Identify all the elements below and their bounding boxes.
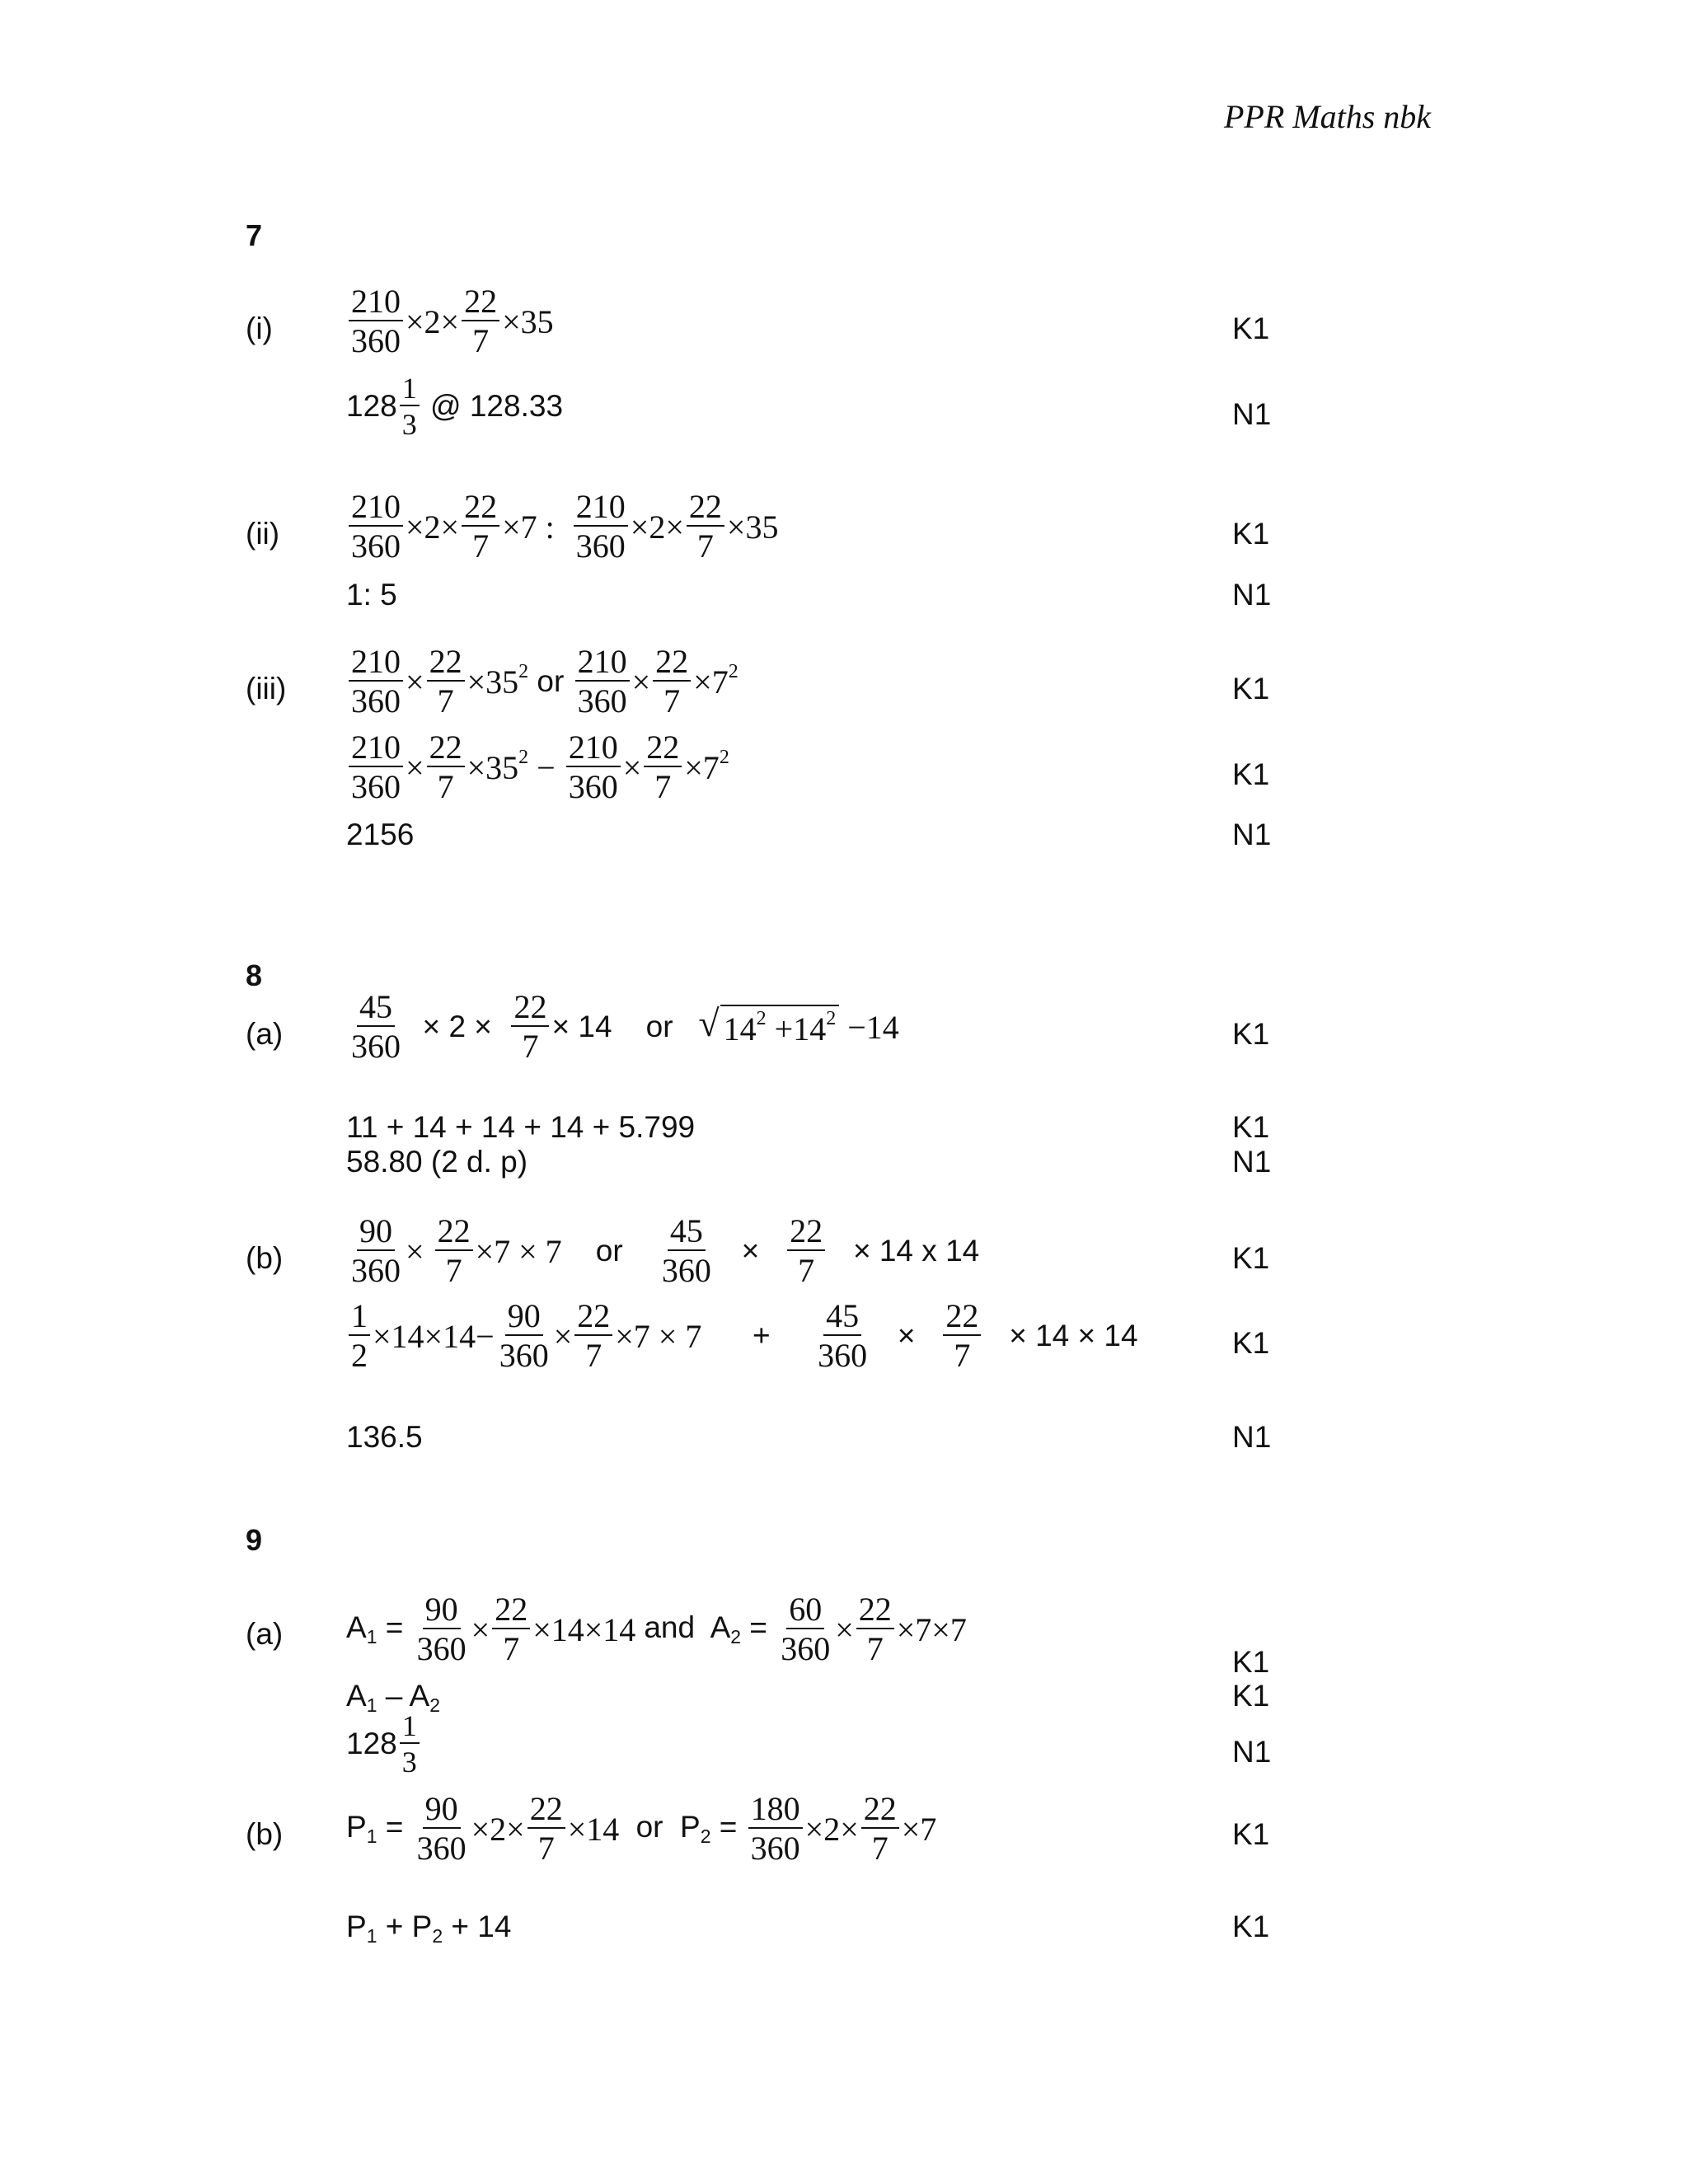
- question-7-number: 7: [246, 218, 263, 252]
- q9-a-mark-2: K1: [1232, 1679, 1270, 1713]
- q7-iii-working-2: $\frac{210}{360}$ × $\frac{22}{7}$ $\times 35^2$ − $\frac{210}{360}$ × $\frac{22}{7}$ $\times 7^2$: [346, 731, 729, 804]
- q8-a-mark-2: K1: [1232, 1110, 1270, 1144]
- q7-iii-mark-1: K1: [1232, 672, 1270, 705]
- q9-a-answer: 128 $\frac{1}{3}$: [346, 1711, 422, 1777]
- q7-ii-working: $\frac{210}{360}$ ×2× $\frac{22}{7}$ ×7 : $\frac{210}{360}$ ×2× $\frac{22}{7}$ ×35: [346, 490, 778, 563]
- q7-iii-mark-3: N1: [1232, 818, 1272, 851]
- q9-b-working-2: $P_1 + P_2 + 14$: [346, 1910, 512, 1947]
- q8-b-mark-3: N1: [1232, 1420, 1272, 1454]
- q8-a-mark-1: K1: [1232, 1017, 1270, 1051]
- q8-b-mark-1: K1: [1232, 1241, 1270, 1275]
- q9-a-working-2: $A_1 - A_2$: [346, 1679, 440, 1716]
- q7-ii-mark-1: K1: [1232, 517, 1270, 551]
- q7-iii-working-1: $\frac{210}{360}$ × $\frac{22}{7}$ $\times 35^2$ or $\frac{210}{360}$ × $\frac{22}{7}$ $\times 7^2$: [346, 645, 738, 718]
- q9-part-b-label: (b): [246, 1817, 284, 1851]
- q8-a-working: $\frac{45}{360}$ × 2 × $\frac{22}{7}$ × 14 or √ $14^2 +14^2$ −14: [351, 988, 899, 1065]
- q9-a-mark-1: K1: [1232, 1645, 1270, 1679]
- q7-part-i-label: (i): [246, 312, 273, 345]
- q9-b-mark-1: K1: [1232, 1817, 1270, 1851]
- q8-b-working-1: $\frac{90}{360}$ × $\frac{22}{7}$ ×7 × 7 or $\frac{45}{360}$ × $\frac{22}{7}$ × 14 x 14: [351, 1212, 980, 1289]
- q7-i-mark-2: N1: [1232, 397, 1272, 431]
- q7-iii-mark-2: K1: [1232, 757, 1270, 791]
- q7-i-mark-1: K1: [1232, 312, 1270, 345]
- q7-iii-answer: 2156: [346, 818, 415, 851]
- q7-i-working: $\frac{210}{360}$ ×2× $\frac{22}{7}$ ×35: [346, 285, 554, 358]
- q8-part-a-label: (a): [246, 1017, 284, 1051]
- q7-i-answer: 128 $\frac{1}{3}$ @ 128.33: [346, 372, 564, 441]
- q9-a-mark-3: N1: [1232, 1735, 1272, 1769]
- q8-b-mark-2: K1: [1232, 1326, 1270, 1360]
- page-header: PPR Maths nbk: [1224, 98, 1432, 135]
- q9-a-working-1: $A_1$ = $\frac{90}{360}$ × $\frac{22}{7}$ ×14×14 and $A_2$ = $\frac{60}{360}$ × $\frac{22}{7}$ ×7×7: [346, 1591, 967, 1667]
- q9-part-a-label: (a): [246, 1617, 284, 1651]
- question-8-number: 8: [246, 958, 263, 992]
- q9-b-mark-2: K1: [1232, 1910, 1270, 1943]
- q8-a-line-3: 58.80 (2 d. p): [346, 1145, 528, 1179]
- q8-b-answer: 136.5: [346, 1420, 423, 1454]
- q8-a-mark-3: N1: [1232, 1145, 1272, 1179]
- q7-part-iii-label: (iii): [246, 672, 287, 705]
- q8-a-line-2: 11 + 14 + 14 + 14 + 5.799: [346, 1110, 696, 1144]
- q7-part-ii-label: (ii): [246, 517, 280, 551]
- q7-ii-answer: 1: 5: [346, 578, 397, 612]
- q8-b-working-2: $\frac{1}{2}$ ×14×14− $\frac{90}{360}$ × $\frac{22}{7}$ ×7 × 7 + $\frac{45}{360}$ × $\frac{22}{7}$ × 14 × 14: [346, 1300, 1138, 1372]
- q7-ii-mark-2: N1: [1232, 578, 1272, 612]
- q9-b-working-1: $P_1$ = $\frac{90}{360}$ ×2× $\frac{22}{7}$ ×14 or $P_2$ = $\frac{180}{360}$ ×2× $\frac{22}{7}$ ×7: [346, 1790, 937, 1867]
- question-9-number: 9: [246, 1523, 263, 1557]
- q8-part-b-label: (b): [246, 1241, 284, 1275]
